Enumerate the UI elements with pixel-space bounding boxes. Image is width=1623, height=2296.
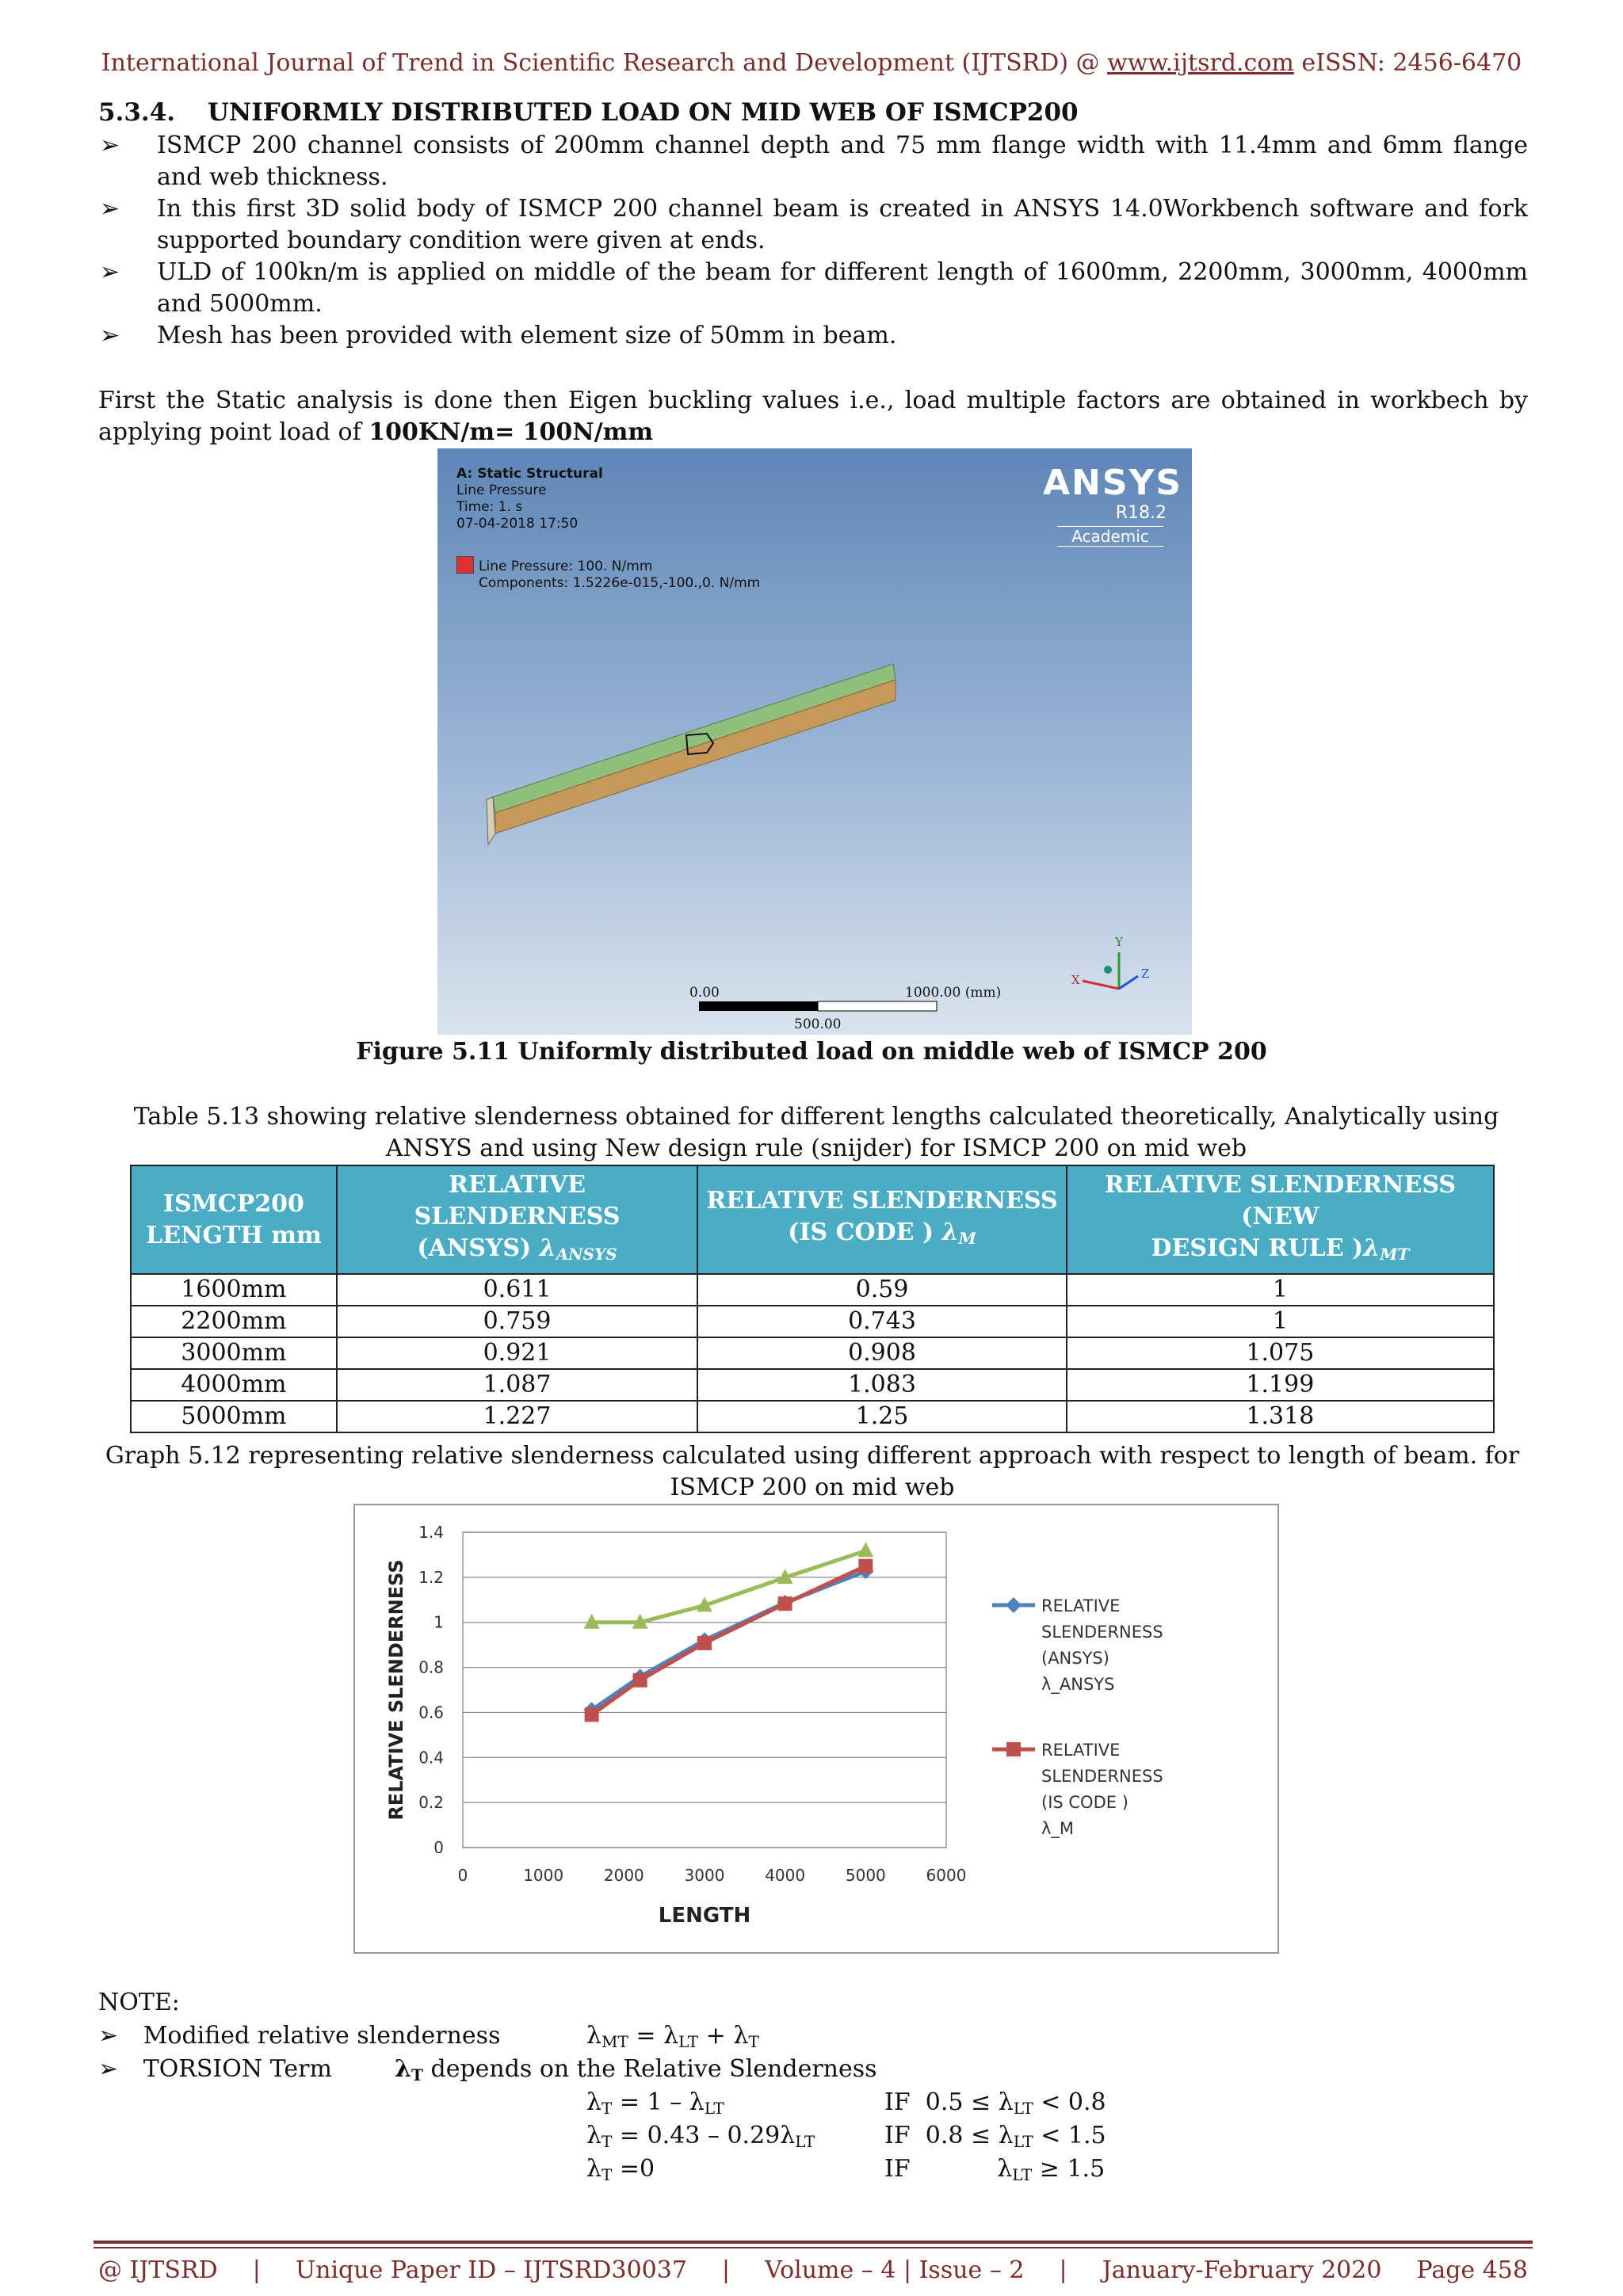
y-tick-label: 1 <box>433 1612 444 1632</box>
scale-right-label: 1000.00 (mm) <box>905 985 1002 1001</box>
table-cell: 3000mm <box>131 1337 337 1369</box>
table-cell: 1 <box>1067 1306 1494 1337</box>
scale-mid-label: 500.00 <box>794 1016 842 1032</box>
journal-name: International Journal of Trend in Scientific Research and Development (IJTSRD) @ <box>101 49 1100 77</box>
footer-divider <box>94 2247 1533 2248</box>
list-item <box>98 193 1528 257</box>
table-caption-line: ANSYS and using New design rule (snijder) for ISMCP 200 on mid web <box>385 1135 1247 1162</box>
components-text: Components: 1.5226e-015,-100.,0. N/mm <box>479 575 761 591</box>
beam-drawing <box>437 448 1192 1035</box>
table-cell: 5000mm <box>131 1401 337 1432</box>
slenderness-table <box>130 1165 1495 1433</box>
x-tick-label: 4000 <box>765 1866 806 1885</box>
note-label: NOTE: <box>98 1989 180 2016</box>
bullet-text: ISMCP 200 channel consists of 200mm channel depth and 75 mm flange width with 11.4mm and 6mm flange and web thickness. <box>157 132 1528 191</box>
axis-z-line <box>1119 976 1138 989</box>
table-cell: 1.083 <box>697 1369 1066 1401</box>
section-title <box>98 98 1079 127</box>
arrow-bullet-icon: ➢ <box>100 132 120 159</box>
version-text: R18.2 <box>1115 503 1167 523</box>
scale-bar-white <box>818 1001 937 1011</box>
note-item-label: TORSION Term <box>143 2055 332 2083</box>
chart-svg <box>355 1505 1277 1952</box>
formula-mt: $\lambda_{MT} = \lambda_{LT} + \lambda_T$ <box>586 2022 759 2051</box>
bullet-text: ULD of 100kn/m is applied on middle of the beam for different length of 1600mm, 2200mm, 3000mm, 4000mm and 5000mm. <box>157 258 1528 318</box>
x-tick-label: 3000 <box>684 1866 725 1885</box>
footer-page: Page 458 <box>1416 2256 1528 2284</box>
table-cell: 1.087 <box>337 1369 697 1401</box>
journal-header <box>0 49 1623 77</box>
legend-text: λ_ANSYS <box>1041 1675 1115 1694</box>
bullet-text: In this first 3D solid body of ISMCP 200 channel beam is created in ANSYS 14.0Workbench software and fork supported boundary condition were given at ends. <box>157 195 1528 254</box>
table-cell: 0.611 <box>337 1274 697 1306</box>
table-cell: 1.318 <box>1067 1401 1494 1432</box>
table-cell: 2200mm <box>131 1306 337 1337</box>
data-point-square <box>585 1707 599 1722</box>
data-point-square <box>633 1673 647 1688</box>
header-newrule: RELATIVE SLENDERNESS (NEW DESIGN RULE )$\lambda_{MT}$ <box>1067 1165 1494 1274</box>
scale-left-label: 0.00 <box>689 985 720 1001</box>
footer-date: January-February 2020 <box>1102 2256 1382 2284</box>
legend-text: RELATIVE <box>1041 1741 1121 1760</box>
eissn: eISSN: 2456-6470 <box>1301 49 1522 77</box>
torsion-row-1: $\lambda_T = 1 - \lambda_{LT}$ <box>586 2088 724 2118</box>
table-row <box>131 1306 1494 1337</box>
table-row <box>131 1337 1494 1369</box>
legend-text: λ_M <box>1041 1819 1075 1838</box>
footer-left: @ IJTSRD <box>98 2256 218 2284</box>
arrow-bullet-icon: ➢ <box>100 195 120 223</box>
torsion-cond-3: IF $\lambda_{LT} \ge 1.5$ <box>884 2155 1106 2184</box>
table-caption-line: Table 5.13 showing relative slenderness obtained for different lengths calculated theoretically, Analytically using <box>133 1103 1499 1131</box>
section-number: 5.3.4. <box>98 98 176 127</box>
y-tick-label: 0 <box>433 1838 444 1857</box>
arrow-bullet-icon: ➢ <box>100 258 120 286</box>
table-cell: 1.075 <box>1067 1337 1494 1369</box>
list-item <box>98 257 1528 320</box>
bullet-list <box>98 130 1528 352</box>
x-axis-label: LENGTH <box>658 1904 751 1928</box>
y-tick-label: 0.4 <box>418 1748 444 1768</box>
header-iscode: RELATIVE SLENDERNESS (IS CODE ) $\lambda_M$ <box>697 1165 1066 1274</box>
table-cell: 1.199 <box>1067 1369 1494 1401</box>
paragraph-bold: 100KN/m= 100N/mm <box>369 418 654 446</box>
paragraph-text: First the Static analysis is done then Eigen buckling values i.e., load multiple factors are obtained in workbech by applying point load of <box>98 387 1528 446</box>
figure-caption: Figure 5.11 Uniformly distributed load on middle web of ISMCP 200 <box>356 1038 1267 1066</box>
table-row <box>131 1274 1494 1306</box>
brand-text: ANSYS <box>1043 463 1183 503</box>
y-tick-label: 1.2 <box>418 1567 444 1587</box>
axis-z-label: Z <box>1141 967 1150 981</box>
axis-origin-icon <box>1104 966 1112 974</box>
list-item <box>98 320 1528 352</box>
x-tick-label: 1000 <box>523 1866 564 1885</box>
page-footer: @ IJTSRD | Unique Paper ID – IJTSRD30037 | Volume – 4 | Issue – 2 | January-February 2020 Page 458 <box>98 2256 1528 2284</box>
table-row <box>131 1401 1494 1432</box>
legend-text: SLENDERNESS <box>1041 1623 1163 1642</box>
slenderness-chart <box>353 1504 1279 1954</box>
legend-marker <box>1006 1742 1021 1756</box>
figure-line: Time: 1. s <box>456 499 523 515</box>
table-cell: 4000mm <box>131 1369 337 1401</box>
torsion-cond-2: IF $0.8 \le \lambda_{LT} < 1.5$ <box>884 2122 1106 2151</box>
footer-paper-id: Unique Paper ID – IJTSRD30037 <box>295 2256 687 2284</box>
legend-marker <box>1006 1597 1022 1613</box>
table-cell: 0.59 <box>697 1274 1066 1306</box>
legend-text: (ANSYS) <box>1041 1649 1109 1668</box>
table-cell: 0.743 <box>697 1306 1066 1337</box>
data-point-square <box>778 1596 792 1611</box>
legend-text: Line Pressure: 100. N/mm <box>479 559 653 574</box>
note-item-2 <box>98 2055 332 2083</box>
y-tick-label: 0.2 <box>418 1793 444 1813</box>
y-tick-label: 0.6 <box>418 1703 444 1722</box>
journal-link[interactable]: www.ijtsrd.com <box>1107 49 1294 77</box>
beam-top-face <box>493 664 896 813</box>
beam-web-face <box>495 680 896 833</box>
axis-x-label: X <box>1071 973 1080 987</box>
table-row <box>131 1369 1494 1401</box>
bullet-text: Mesh has been provided with element size of 50mm in beam. <box>157 322 897 349</box>
ansys-figure <box>437 448 1192 1035</box>
table-cell: 1 <box>1067 1274 1494 1306</box>
y-tick-label: 0.8 <box>418 1657 444 1677</box>
x-tick-label: 0 <box>457 1866 468 1885</box>
torsion-row-3: $\lambda_T =0$ <box>586 2155 655 2184</box>
legend-text: (IS CODE ) <box>1041 1793 1128 1812</box>
plot-area <box>463 1532 946 1848</box>
torsion-row-2: $\lambda_T = 0.43 - 0.29\lambda_{LT}$ <box>586 2122 815 2151</box>
y-axis-label: RELATIVE SLENDERNESS <box>385 1559 407 1821</box>
note-item-1 <box>98 2022 500 2050</box>
figure-line: 07-04-2018 17:50 <box>456 516 579 532</box>
table-cell: 0.759 <box>337 1306 697 1337</box>
list-item <box>98 130 1528 193</box>
data-point-square <box>858 1559 873 1573</box>
section-heading: UNIFORMLY DISTRIBUTED LOAD ON MID WEB OF ISMCP200 <box>207 98 1079 127</box>
figure-title: A: Static Structural <box>456 466 603 482</box>
edition-text: Academic <box>1057 526 1163 547</box>
graph-caption-line: Graph 5.12 representing relative slenderness calculated using different approach with respect to length of beam. for <box>105 1442 1520 1470</box>
table-cell: 1.227 <box>337 1401 697 1432</box>
note-item-label: Modified relative slenderness <box>143 2022 501 2050</box>
table-header-row <box>131 1165 1494 1274</box>
header-length: ISMCP200 LENGTH mm <box>131 1165 337 1274</box>
data-point-square <box>697 1636 712 1650</box>
legend-text: RELATIVE <box>1041 1596 1121 1615</box>
footer-divider <box>94 2241 1533 2244</box>
scale-bar-black <box>699 1001 818 1011</box>
header-ansys: RELATIVE SLENDERNESS (ANSYS) $\lambda_{ANSYS}$ <box>337 1165 697 1274</box>
footer-volume: Volume – 4 | Issue – 2 <box>765 2256 1025 2284</box>
graph-caption-line: ISMCP 200 on mid web <box>670 1474 955 1501</box>
table-cell: 0.908 <box>697 1337 1066 1369</box>
table-caption <box>103 1101 1529 1165</box>
arrow-bullet-icon: ➢ <box>100 322 120 349</box>
axis-x-line <box>1083 981 1119 989</box>
torsion-desc: $\lambda_T$ depends on the Relative Slenderness <box>395 2055 877 2084</box>
x-tick-label: 5000 <box>845 1866 886 1885</box>
graph-caption <box>95 1440 1529 1504</box>
torsion-cond-1: IF $0.5 \le \lambda_{LT} < 0.8$ <box>884 2088 1106 2118</box>
y-tick-label: 1.4 <box>418 1523 444 1542</box>
axis-y-label: Y <box>1115 935 1123 949</box>
arrow-bullet-icon: ➢ <box>98 2022 119 2050</box>
x-tick-label: 6000 <box>926 1866 967 1885</box>
figure-line: Line Pressure <box>456 482 547 498</box>
table-cell: 0.921 <box>337 1337 697 1369</box>
table-cell: 1600mm <box>131 1274 337 1306</box>
legend-text: SLENDERNESS <box>1041 1767 1163 1786</box>
intro-paragraph <box>98 385 1528 448</box>
arrow-bullet-icon: ➢ <box>98 2055 119 2083</box>
x-tick-label: 2000 <box>603 1866 644 1885</box>
table-cell: 1.25 <box>697 1401 1066 1432</box>
